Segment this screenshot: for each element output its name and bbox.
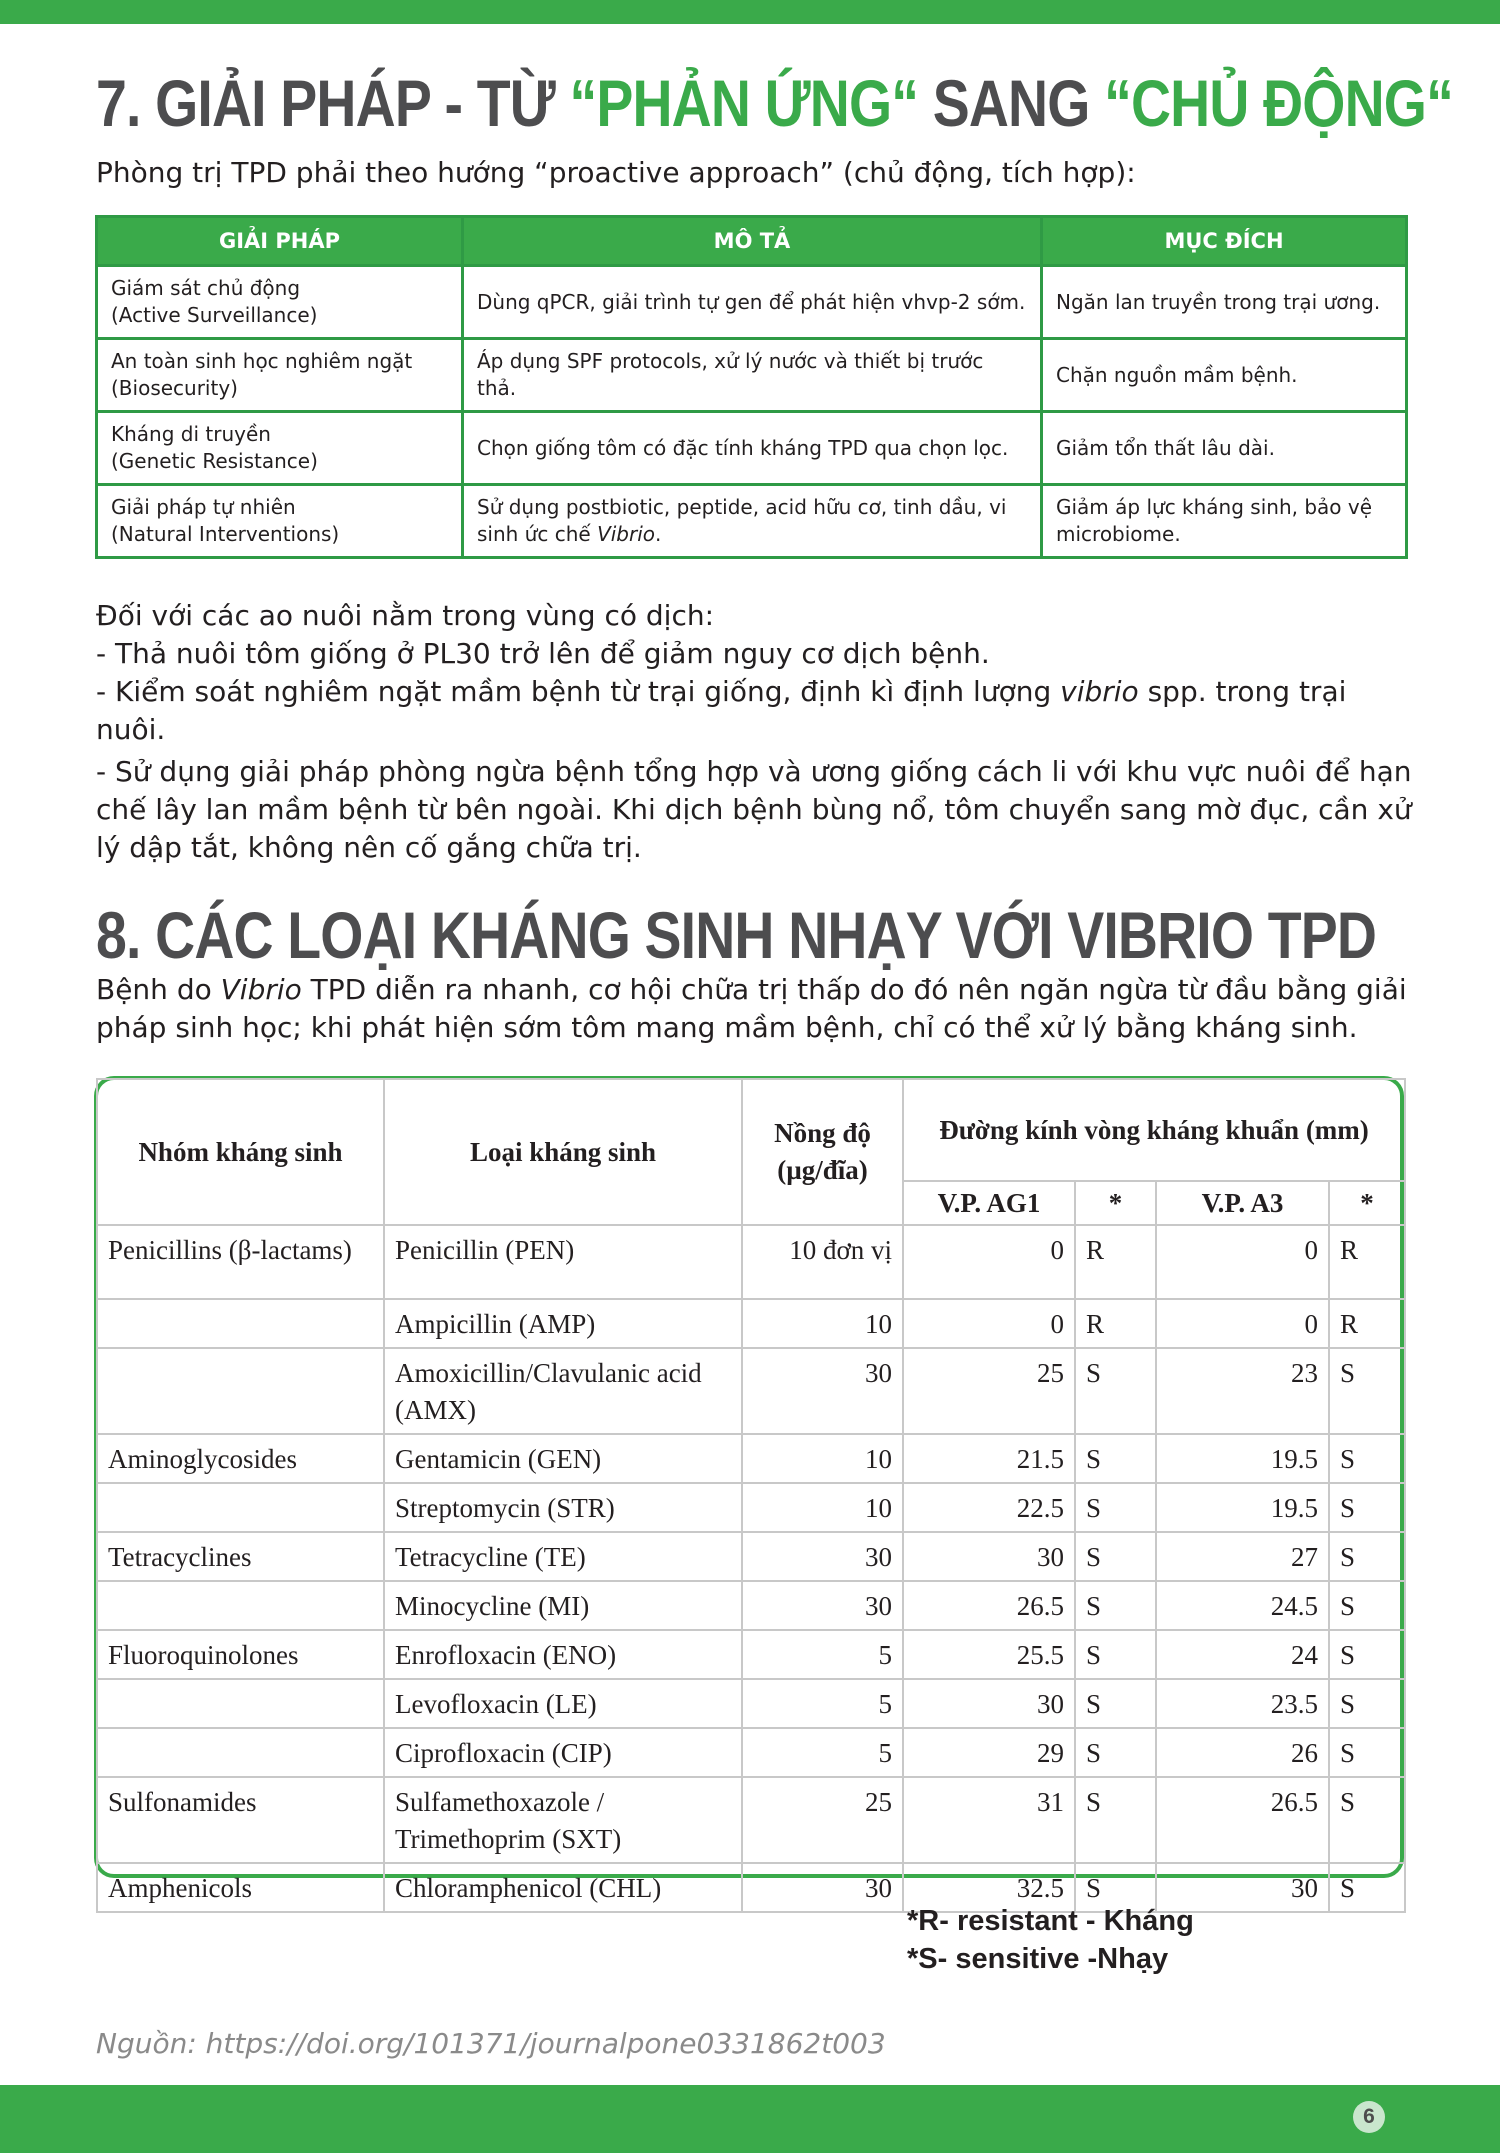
table-row — [97, 339, 1407, 412]
antibiotic-cell: Penicillin (PEN) — [384, 1225, 742, 1299]
table-row — [97, 1777, 1405, 1863]
vp-ag1-value-cell: 0 — [903, 1225, 1075, 1299]
solution-name: Giải pháp tự nhiên — [111, 495, 296, 519]
legend-sensitive: *S- sensitive -Nhạy — [907, 1943, 1169, 1975]
header-antibiotic: Loại kháng sinh — [384, 1079, 742, 1225]
vp-a3-flag-cell: S — [1329, 1348, 1405, 1434]
notes-item-3: - Sử dụng giải pháp phòng ngừa bệnh tổng hợp và ương giống cách li với khu vực nuôi để hạn chế lây lan mầm bệnh từ bên ngoài. Khi dịch bệnh bùng nổ, tôm chuyển sang mờ đục, cần xử lý dập tắt, không nên cố gắng chữa trị. — [96, 755, 1412, 864]
group-cell — [97, 1679, 384, 1728]
antibiotic-cell: Tetracycline (TE) — [384, 1532, 742, 1581]
table-row — [97, 1679, 1405, 1728]
vp-ag1-value-cell: 0 — [903, 1299, 1075, 1348]
purpose-cell: Giảm tổn thất lâu dài. — [1042, 412, 1407, 485]
solution-name-en: (Biosecurity) — [111, 376, 238, 400]
notes-item-2-italic: vibrio — [1060, 675, 1139, 708]
concentration-cell: 10 đơn vị — [742, 1225, 903, 1299]
table-row — [97, 1348, 1405, 1434]
section-8-intro-text: Bệnh do — [96, 973, 221, 1006]
concentration-cell: 30 — [742, 1348, 903, 1434]
legend-resistant: *R- resistant - Kháng — [907, 1905, 1194, 1937]
table-row — [97, 1728, 1405, 1777]
vp-ag1-flag-cell: S — [1075, 1777, 1156, 1863]
section-7-heading-highlight1: “PHẢN ỨNG“ — [569, 66, 919, 140]
vp-a3-value-cell: 26.5 — [1156, 1777, 1329, 1863]
vp-ag1-flag-cell: S — [1075, 1434, 1156, 1483]
vp-a3-flag-cell: S — [1329, 1532, 1405, 1581]
vp-ag1-flag-cell: S — [1075, 1630, 1156, 1679]
table-row — [97, 412, 1407, 485]
description-end: . — [655, 522, 662, 546]
concentration-cell: 10 — [742, 1299, 903, 1348]
vp-a3-value-cell: 19.5 — [1156, 1434, 1329, 1483]
description-cell — [463, 485, 1042, 558]
concentration-cell: 30 — [742, 1532, 903, 1581]
concentration-cell: 10 — [742, 1434, 903, 1483]
legend — [907, 1902, 1194, 1978]
solutions-table-header — [97, 217, 1407, 266]
solutions-table — [95, 215, 1408, 559]
solution-cell — [97, 412, 463, 485]
solution-name: An toàn sinh học nghiêm ngặt — [111, 349, 413, 373]
group-cell — [97, 1348, 384, 1434]
solution-name: Kháng di truyền — [111, 422, 271, 446]
vp-a3-flag-cell: S — [1329, 1581, 1405, 1630]
table-row — [97, 1225, 1405, 1299]
vp-a3-value-cell: 26 — [1156, 1728, 1329, 1777]
concentration-cell: 5 — [742, 1679, 903, 1728]
vp-a3-flag-cell: S — [1329, 1728, 1405, 1777]
antibiotics-table-body — [97, 1225, 1405, 1912]
vp-ag1-value-cell: 21.5 — [903, 1434, 1075, 1483]
table-row — [97, 485, 1407, 558]
vp-ag1-flag-cell: R — [1075, 1299, 1156, 1348]
table-row — [97, 1434, 1405, 1483]
table-row — [97, 1863, 1405, 1912]
description-cell: Áp dụng SPF protocols, xử lý nước và thiết bị trước thả. — [463, 339, 1042, 412]
group-cell: Tetracyclines — [97, 1532, 384, 1581]
vp-a3-flag-cell: S — [1329, 1434, 1405, 1483]
vp-ag1-value-cell: 25.5 — [903, 1630, 1075, 1679]
vp-a3-value-cell: 23.5 — [1156, 1679, 1329, 1728]
antibiotic-cell: Ciprofloxacin (CIP) — [384, 1728, 742, 1777]
solution-name-en: (Active Surveillance) — [111, 303, 318, 327]
group-cell — [97, 1728, 384, 1777]
vp-ag1-value-cell: 22.5 — [903, 1483, 1075, 1532]
table-row — [97, 266, 1407, 339]
bottom-green-bar — [0, 2085, 1500, 2153]
purpose-cell: Giảm áp lực kháng sinh, bảo vệ microbiome. — [1042, 485, 1407, 558]
header-vp-a3: V.P. A3 — [1156, 1181, 1329, 1225]
solution-name: Giám sát chủ động — [111, 276, 301, 300]
group-cell: Amphenicols — [97, 1863, 384, 1912]
solution-cell — [97, 485, 463, 558]
group-cell: Aminoglycosides — [97, 1434, 384, 1483]
header-solution: GIẢI PHÁP — [97, 217, 463, 266]
concentration-cell: 5 — [742, 1630, 903, 1679]
header-flag-a3: * — [1329, 1181, 1405, 1225]
vp-a3-flag-cell: S — [1329, 1483, 1405, 1532]
header-vp-ag1: V.P. AG1 — [903, 1181, 1075, 1225]
group-cell — [97, 1299, 384, 1348]
table-row — [97, 1299, 1405, 1348]
vp-a3-value-cell: 19.5 — [1156, 1483, 1329, 1532]
vp-ag1-value-cell: 31 — [903, 1777, 1075, 1863]
group-cell — [97, 1483, 384, 1532]
description-italic: Vibrio — [597, 522, 656, 546]
vp-ag1-flag-cell: S — [1075, 1581, 1156, 1630]
vp-a3-value-cell: 24.5 — [1156, 1581, 1329, 1630]
solution-cell — [97, 339, 463, 412]
description-text: Sử dụng postbiotic, peptide, acid hữu cơ, tinh dầu, vi sinh ức chế — [477, 495, 1007, 546]
section-7-notes — [96, 597, 1416, 867]
vp-ag1-value-cell: 30 — [903, 1679, 1075, 1728]
vp-ag1-flag-cell: S — [1075, 1348, 1156, 1434]
vp-a3-flag-cell: R — [1329, 1299, 1405, 1348]
section-8-intro — [96, 971, 1416, 1047]
notes-lead: Đối với các ao nuôi nằm trong vùng có dịch: — [96, 599, 715, 632]
header-group: Nhóm kháng sinh — [97, 1079, 384, 1225]
vp-ag1-value-cell: 26.5 — [903, 1581, 1075, 1630]
section-8-intro-italic: Vibrio — [220, 973, 302, 1006]
page-number-badge: 6 — [1353, 2101, 1385, 2133]
vp-a3-flag-cell: S — [1329, 1863, 1405, 1912]
antibiotic-cell: Sulfamethoxazole / Trimethoprim (SXT) — [384, 1777, 742, 1863]
source-citation: Nguồn: https://doi.org/101371/journalpone0331862t003 — [96, 2027, 886, 2060]
concentration-cell: 25 — [742, 1777, 903, 1863]
group-cell — [97, 1581, 384, 1630]
vp-ag1-flag-cell: S — [1075, 1532, 1156, 1581]
section-7-heading — [96, 66, 1453, 140]
antibiotics-table — [96, 1078, 1406, 1913]
concentration-cell: 30 — [742, 1581, 903, 1630]
antibiotic-cell: Streptomycin (STR) — [384, 1483, 742, 1532]
vp-ag1-value-cell: 29 — [903, 1728, 1075, 1777]
vp-a3-value-cell: 27 — [1156, 1532, 1329, 1581]
vp-a3-value-cell: 0 — [1156, 1225, 1329, 1299]
antibiotic-cell: Ampicillin (AMP) — [384, 1299, 742, 1348]
description-cell: Dùng qPCR, giải trình tự gen để phát hiện vhvp-2 sớm. — [463, 266, 1042, 339]
vp-a3-value-cell: 23 — [1156, 1348, 1329, 1434]
vp-ag1-flag-cell: S — [1075, 1728, 1156, 1777]
purpose-cell: Ngăn lan truyền trong trại ương. — [1042, 266, 1407, 339]
vp-a3-value-cell: 0 — [1156, 1299, 1329, 1348]
notes-item-2-text: - Kiểm soát nghiêm ngặt mầm bệnh từ trại giống, định kì định lượng — [96, 675, 1061, 708]
solution-cell — [97, 266, 463, 339]
section-7-heading-highlight2: “CHỦ ĐỘNG“ — [1104, 66, 1453, 140]
antibiotic-cell: Amoxicillin/Clavulanic acid (AMX) — [384, 1348, 742, 1434]
vp-a3-flag-cell: R — [1329, 1225, 1405, 1299]
vp-a3-value-cell: 30 — [1156, 1863, 1329, 1912]
header-flag-ag1: * — [1075, 1181, 1156, 1225]
group-cell: Penicillins (β-lactams) — [97, 1225, 384, 1299]
vp-a3-value-cell: 24 — [1156, 1630, 1329, 1679]
table-row — [97, 1630, 1405, 1679]
vp-ag1-flag-cell: S — [1075, 1863, 1156, 1912]
group-cell: Fluoroquinolones — [97, 1630, 384, 1679]
antibiotics-table-frame — [94, 1076, 1404, 1903]
section-7-heading-part2: SANG — [918, 66, 1105, 140]
section-8-intro-end: TPD diễn ra nhanh, cơ hội chữa trị thấp do đó nên ngăn ngừa từ đầu bằng giải pháp sinh học; khi phát hiện sớm tôm mang mầm bệnh, chỉ có thể xử lý bằng kháng sinh. — [96, 973, 1407, 1044]
vp-ag1-value-cell: 25 — [903, 1348, 1075, 1434]
section-7-intro: Phòng trị TPD phải theo hướng “proactive approach” (chủ động, tích hợp): — [96, 156, 1136, 189]
vp-a3-flag-cell: S — [1329, 1679, 1405, 1728]
vp-ag1-flag-cell: R — [1075, 1225, 1156, 1299]
header-zone-diameter: Đường kính vòng kháng khuẩn (mm) — [903, 1079, 1405, 1181]
section-8-heading: 8. CÁC LOẠI KHÁNG SINH NHẠY VỚI VIBRIO TPD — [96, 898, 1377, 972]
antibiotic-cell: Enrofloxacin (ENO) — [384, 1630, 742, 1679]
antibiotic-cell: Chloramphenicol (CHL) — [384, 1863, 742, 1912]
antibiotic-cell: Levofloxacin (LE) — [384, 1679, 742, 1728]
antibiotic-cell: Gentamicin (GEN) — [384, 1434, 742, 1483]
notes-item-2-end: spp. trong trại nuôi. — [96, 675, 1347, 746]
notes-item-1: - Thả nuôi tôm giống ở PL30 trở lên để giảm nguy cơ dịch bệnh. — [96, 637, 990, 670]
vp-ag1-value-cell: 32.5 — [903, 1863, 1075, 1912]
section-7-heading-part1: 7. GIẢI PHÁP - TỪ — [96, 66, 570, 140]
antibiotic-cell: Minocycline (MI) — [384, 1581, 742, 1630]
concentration-cell: 30 — [742, 1863, 903, 1912]
solution-name-en: (Natural Interventions) — [111, 522, 340, 546]
vp-a3-flag-cell: S — [1329, 1777, 1405, 1863]
header-concentration: Nồng độ (µg/đĩa) — [742, 1079, 903, 1225]
concentration-cell: 5 — [742, 1728, 903, 1777]
vp-a3-flag-cell: S — [1329, 1630, 1405, 1679]
antibiotics-table-header — [97, 1079, 1405, 1181]
top-green-bar — [0, 0, 1500, 24]
group-cell: Sulfonamides — [97, 1777, 384, 1863]
header-purpose: MỤC ĐÍCH — [1042, 217, 1407, 266]
description-cell: Chọn giống tôm có đặc tính kháng TPD qua chọn lọc. — [463, 412, 1042, 485]
table-row — [97, 1581, 1405, 1630]
concentration-cell: 10 — [742, 1483, 903, 1532]
vp-ag1-flag-cell: S — [1075, 1679, 1156, 1728]
table-row — [97, 1483, 1405, 1532]
notes-item-2 — [96, 673, 1416, 749]
purpose-cell: Chặn nguồn mầm bệnh. — [1042, 339, 1407, 412]
table-row — [97, 1532, 1405, 1581]
solution-name-en: (Genetic Resistance) — [111, 449, 318, 473]
header-description: MÔ TẢ — [463, 217, 1042, 266]
vp-ag1-flag-cell: S — [1075, 1483, 1156, 1532]
vp-ag1-value-cell: 30 — [903, 1532, 1075, 1581]
